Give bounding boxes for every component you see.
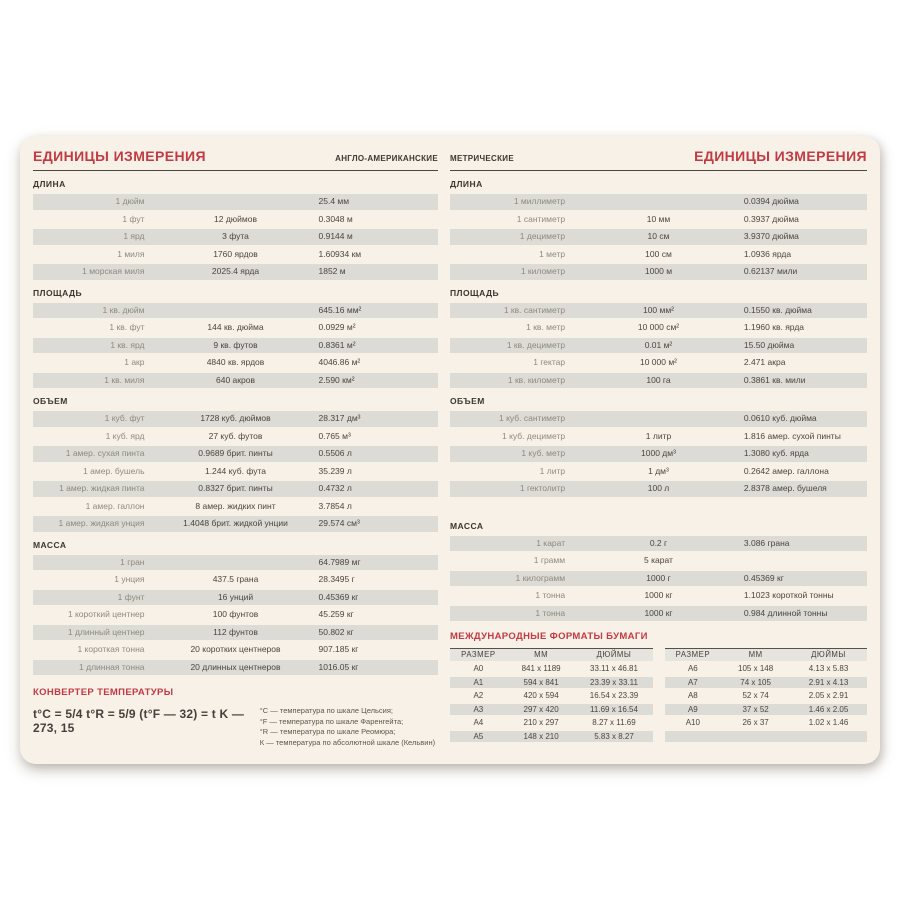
paper-inch-cell: 4.13 x 5.83 [808, 664, 849, 673]
table-row [450, 355, 867, 371]
value-cell: 0.3048 м [318, 213, 353, 224]
unit-name-cell: 1 карат [536, 537, 566, 548]
relation-cell: 5 карат [644, 555, 673, 565]
value-cell: 645.16 мм² [318, 304, 362, 315]
table-row [450, 553, 867, 569]
unit-name-cell: 1 кв. фут [109, 322, 145, 332]
table-row [33, 464, 438, 480]
unit-name-cell: 1 тонна [535, 590, 566, 600]
value-cell: 50.802 кг [318, 626, 354, 637]
paper-table-row [450, 731, 653, 743]
table-row [450, 373, 867, 389]
paper-table-row [665, 677, 868, 689]
paper-table-row [665, 690, 868, 702]
table-row [450, 212, 867, 228]
relation-cell: 4840 кв. ярдов [206, 357, 265, 367]
page-title-left: ЕДИНИЦЫ ИЗМЕРЕНИЯ [33, 148, 206, 164]
paper-size-cell: A3 [473, 704, 484, 714]
section-mass-anglo [33, 540, 438, 676]
paper-table-row [665, 731, 868, 743]
paper-table-row [450, 704, 653, 716]
unit-name-cell: 1 амер. жидкая пинта [59, 483, 145, 493]
unit-name-cell: 1 куб. дециметр [502, 430, 566, 441]
paper-table-row [450, 690, 653, 702]
unit-name-cell: 1 куб. сантиметр [499, 413, 566, 423]
table-row [450, 481, 867, 497]
relation-cell: 16 унций [217, 591, 254, 602]
paper-formats-table-a6-a10 [665, 648, 868, 744]
paper-size-cell: A6 [687, 664, 698, 673]
unit-name-cell: 1 кв. метр [526, 322, 566, 332]
paper-mm-cell: 74 x 105 [740, 677, 771, 687]
relation-cell: 27 куб. футов [208, 430, 263, 441]
unit-name-cell: 1 унция [114, 574, 145, 584]
paper-inch-cell: 16.54 x 23.39 [589, 691, 639, 700]
section-heading: ОБЪЕМ [450, 396, 485, 406]
section-heading: ПЛОЩАДЬ [33, 287, 83, 298]
temperature-note: °F — температура по шкале Фаренгейта; [259, 716, 404, 726]
unit-name-cell: 1 амер. жидкая унция [58, 518, 145, 528]
unit-name-cell: 1 короткий центнер [67, 609, 145, 619]
paper-formats-heading: МЕЖДУНАРОДНЫЕ ФОРМАТЫ БУМАГИ [450, 631, 648, 642]
unit-name-cell: 1 длинная тонна [79, 661, 145, 672]
relation-cell: 1 дм³ [648, 465, 669, 476]
paper-mm-cell: 841 x 1189 [521, 664, 561, 673]
unit-name-cell: 1 куб. фут [104, 413, 145, 423]
paper-header-cell: ММ [748, 650, 763, 660]
table-row [450, 411, 867, 427]
paper-size-cell: A7 [687, 677, 698, 687]
value-cell: 4046.86 м² [318, 357, 361, 367]
table-row [450, 229, 867, 245]
column-header-left [33, 148, 438, 171]
units-table-volume-anglo [33, 411, 438, 532]
unit-name-cell: 1 амер. сухая пинта [65, 448, 145, 458]
relation-cell: 1000 м [644, 266, 673, 276]
relation-cell: 144 кв. дюйма [207, 322, 264, 332]
unit-name-cell: 1 морская миля [82, 266, 145, 276]
section-length-anglo [33, 179, 438, 280]
relation-cell: 1000 дм³ [641, 448, 676, 458]
value-cell: 0.0394 дюйма [743, 196, 799, 206]
table-row [450, 194, 867, 210]
unit-name-cell: 1 миллиметр [513, 196, 566, 206]
table-row [33, 411, 438, 427]
section-heading: ПЛОЩАДЬ [450, 287, 500, 298]
unit-name-cell: 1 кв. километр [507, 374, 566, 385]
relation-cell: 640 акров [216, 374, 255, 385]
table-row [450, 338, 867, 354]
value-cell: 0.45369 кг [318, 591, 359, 602]
paper-mm-cell: 210 x 297 [523, 718, 559, 727]
paper-header-cell: РАЗМЕР [461, 650, 496, 660]
section-heading: МАССА [33, 539, 67, 550]
value-cell: 1.3080 куб. ярда [743, 448, 809, 458]
table-row [33, 264, 438, 280]
table-row [33, 338, 438, 354]
table-row [450, 303, 867, 319]
table-row [33, 229, 438, 245]
value-cell: 0.9144 м [318, 231, 353, 241]
temperature-note: °C — температура по шкале Цельсия; [259, 706, 393, 715]
paper-inch-cell: 2.05 x 2.91 [808, 691, 849, 700]
relation-cell: 20 длинных центнеров [190, 661, 281, 672]
value-cell: 0.3861 кв. мили [743, 374, 806, 385]
section-heading: ДЛИНА [450, 179, 483, 189]
relation-cell: 100 л [647, 483, 670, 493]
relation-cell: 100 мм² [642, 304, 675, 315]
units-table-mass-metric [450, 536, 867, 622]
relation-cell: 2025.4 ярда [211, 266, 260, 276]
value-cell: 0.1550 кв. дюйма [743, 304, 812, 315]
paper-header-cell: ДЮЙМЫ [596, 650, 632, 660]
paper-inch-cell: 2.91 x 4.13 [808, 677, 849, 687]
units-system-label-right: МЕТРИЧЕСКИЕ [450, 154, 514, 163]
units-system-label-left: АНГЛО-АМЕРИКАНСКИЕ [335, 154, 438, 163]
section-heading: ОБЪЕМ [33, 396, 68, 406]
units-table-length-metric [450, 194, 867, 280]
value-cell: 3.9370 дюйма [743, 231, 799, 241]
value-cell: 28.317 дм³ [318, 413, 361, 423]
units-table-mass-anglo [33, 555, 438, 676]
unit-name-cell: 1 сантиметр [516, 213, 566, 224]
unit-name-cell: 1 грамм [533, 555, 566, 565]
section-volume-metric [450, 396, 867, 497]
value-cell: 3.086 грана [743, 537, 790, 548]
table-row [33, 355, 438, 371]
paper-formats [450, 631, 867, 744]
relation-cell: 0.9689 брит. пинты [198, 448, 273, 458]
table-row [33, 481, 438, 497]
relation-cell: 1.4048 брит. жидкой унции [183, 518, 288, 528]
value-cell: 35.239 л [318, 465, 352, 476]
units-table-length-anglo [33, 194, 438, 280]
relation-cell: 1000 кг [644, 607, 673, 618]
paper-table-row [665, 663, 868, 675]
table-row [450, 588, 867, 604]
value-cell: 0.62137 мили [743, 266, 798, 276]
value-cell: 0.8361 м² [318, 339, 356, 350]
paper-inch-cell: 23.39 x 33.11 [590, 677, 638, 687]
relation-cell: 0.01 м² [644, 339, 673, 350]
value-cell: 28.3495 г [318, 574, 355, 584]
relation-cell: 1728 куб. дюймов [200, 413, 271, 423]
unit-name-cell: 1 ярд [123, 231, 145, 241]
unit-name-cell: 1 куб. ярд [105, 430, 145, 441]
table-row [450, 536, 867, 552]
unit-name-cell: 1 короткая тонна [77, 644, 145, 654]
relation-cell: 1000 кг [644, 590, 673, 600]
relation-cell: 3 фута [222, 231, 249, 241]
relation-cell: 1760 ярдов [213, 248, 258, 259]
relation-cell: 12 дюймов [214, 213, 257, 224]
paper-header-cell: ДЮЙМЫ [811, 650, 846, 660]
temperature-note: К — температура по абсолютной шкале (Кельвин) [259, 737, 436, 747]
unit-name-cell: 1 миля [117, 248, 145, 259]
relation-cell: 100 фунтов [212, 609, 259, 619]
section-length-metric [450, 179, 867, 280]
section-area-metric [450, 288, 867, 389]
unit-name-cell: 1 килограмм [515, 572, 566, 583]
paper-inch-cell: 8.27 x 11.69 [592, 718, 636, 727]
value-cell: 25.4 мм [318, 196, 350, 206]
unit-name-cell: 1 фут [122, 213, 145, 224]
section-area-anglo [33, 288, 438, 389]
table-row [33, 590, 438, 606]
reference-page-card [20, 136, 880, 764]
paper-table-row [450, 663, 653, 675]
paper-table-row [450, 717, 653, 729]
paper-size-cell: A9 [687, 704, 698, 714]
units-table-area-metric [450, 303, 867, 389]
table-row [450, 247, 867, 263]
table-row [450, 571, 867, 587]
relation-cell: 10 000 м² [639, 357, 678, 367]
paper-mm-cell: 52 x 74 [742, 691, 769, 700]
value-cell: 0.3937 дюйма [743, 213, 799, 224]
temperature-converter [33, 687, 438, 748]
relation-cell: 8 амер. жидких пинт [195, 500, 276, 511]
paper-mm-cell: 420 x 594 [523, 691, 559, 700]
table-row [33, 572, 438, 588]
anglo-american-column [33, 148, 438, 764]
section-heading: ДЛИНА [33, 179, 66, 189]
unit-name-cell: 1 акр [124, 357, 145, 367]
table-row [450, 429, 867, 445]
relation-cell: 1.244 куб. фута [204, 465, 267, 476]
value-cell: 0.0929 м² [318, 322, 356, 332]
value-cell: 0.765 м³ [318, 430, 351, 441]
unit-name-cell: 1 дюйм [115, 196, 145, 206]
temperature-formula: t°C = 5/4 t°R = 5/9 (t°F — 32) = t K — 273, 15 [33, 707, 245, 735]
unit-name-cell: 1 кв. дециметр [506, 339, 566, 350]
value-cell: 64.7989 мг [318, 556, 361, 567]
unit-name-cell: 1 длинный центнер [67, 626, 145, 637]
table-row [33, 642, 438, 658]
paper-formats-table-a0-a5 [450, 648, 653, 744]
relation-cell: 112 фунтов [213, 626, 258, 637]
relation-cell: 9 кв. футов [213, 339, 258, 350]
relation-cell: 10 мм [646, 213, 671, 224]
relation-cell: 100 см [645, 248, 672, 259]
table-row [33, 429, 438, 445]
table-row [33, 320, 438, 336]
unit-name-cell: 1 кв. дюйм [102, 304, 145, 315]
temperature-heading: КОНВЕРТЕР ТЕМПЕРАТУРЫ [33, 687, 174, 698]
paper-inch-cell: 1.02 x 1.46 [808, 718, 849, 727]
section-volume-anglo [33, 396, 438, 532]
value-cell: 0.4732 л [318, 483, 352, 493]
table-row [33, 660, 438, 676]
value-cell: 15.50 дюйма [743, 339, 795, 350]
paper-table-header-row [665, 648, 868, 661]
paper-table-row [665, 704, 868, 716]
relation-cell: 10 000 см² [637, 322, 680, 332]
paper-mm-cell: 37 x 52 [742, 704, 769, 714]
paper-mm-cell: 26 x 37 [742, 718, 769, 727]
value-cell: 0.45369 кг [743, 572, 784, 583]
paper-size-cell: A10 [685, 718, 700, 727]
table-row [33, 555, 438, 571]
paper-mm-cell: 148 x 210 [523, 731, 559, 741]
unit-name-cell: 1 гран [120, 556, 145, 567]
value-cell: 3.7854 л [318, 500, 352, 511]
temperature-note: °R — температура по шкале Реомюра; [259, 727, 396, 736]
table-row [33, 373, 438, 389]
relation-cell: 10 см [647, 231, 670, 241]
paper-inch-cell: 33.11 x 46.81 [590, 664, 638, 673]
paper-header-cell: РАЗМЕР [675, 650, 711, 660]
paper-inch-cell: 11.69 x 16.54 [590, 704, 638, 714]
unit-name-cell: 1 кв. миля [104, 374, 145, 385]
table-row [33, 247, 438, 263]
units-table-volume-metric [450, 411, 867, 497]
paper-mm-cell: 105 x 148 [738, 664, 774, 673]
unit-name-cell: 1 километр [520, 266, 566, 276]
paper-size-cell: A2 [473, 691, 484, 700]
unit-name-cell: 1 дециметр [519, 231, 566, 241]
section-mass-metric [450, 521, 867, 622]
table-row [33, 607, 438, 623]
value-cell: 1.816 амер. сухой пинты [743, 430, 841, 441]
unit-name-cell: 1 гектар [533, 357, 566, 367]
paper-size-cell: A1 [473, 677, 484, 687]
value-cell: 0.0610 куб. дюйма [743, 413, 817, 423]
table-row [450, 264, 867, 280]
table-row [450, 320, 867, 336]
paper-table-header-row [450, 648, 653, 661]
relation-cell: 0.2 г [649, 537, 668, 548]
paper-table-row [665, 717, 868, 729]
column-header-right [450, 148, 867, 171]
table-row [450, 464, 867, 480]
relation-cell: 437.5 грана [212, 574, 259, 584]
relation-cell: 1 литр [645, 430, 672, 441]
paper-table-row [450, 677, 653, 689]
table-row [33, 625, 438, 641]
value-cell: 0.984 длинной тонны [743, 607, 828, 618]
temperature-body [33, 704, 438, 748]
paper-inch-cell: 5.83 x 8.27 [594, 731, 634, 741]
value-cell: 45.259 кг [318, 609, 354, 619]
table-row [450, 446, 867, 462]
paper-size-cell: A8 [687, 691, 698, 700]
unit-name-cell: 1 куб. метр [521, 448, 566, 458]
value-cell: 1852 м [318, 266, 346, 276]
temperature-notes [260, 704, 438, 748]
value-cell: 0.2642 амер. галлона [743, 465, 829, 476]
metric-column [450, 148, 867, 764]
relation-cell: 1000 г [646, 572, 671, 583]
value-cell: 1.1023 короткой тонны [743, 590, 834, 600]
unit-name-cell: 1 метр [539, 248, 566, 259]
paper-header-cell: ММ [534, 650, 549, 660]
table-row [33, 499, 438, 515]
paper-mm-cell: 594 x 841 [523, 677, 559, 687]
paper-inch-cell: 1.46 x 2.05 [808, 704, 849, 714]
unit-name-cell: 1 гектолитр [519, 483, 566, 493]
paper-size-cell: A0 [473, 664, 484, 673]
unit-name-cell: 1 тонна [535, 607, 566, 618]
paper-mm-cell: 297 x 420 [523, 704, 559, 714]
value-cell: 1.0936 ярда [743, 248, 792, 259]
value-cell: 1.60934 км [318, 248, 362, 259]
table-row [33, 194, 438, 210]
relation-cell: 20 коротких центнеров [190, 644, 281, 654]
units-table-area-anglo [33, 303, 438, 389]
value-cell: 2.471 акра [743, 357, 786, 367]
value-cell: 2.590 км² [318, 374, 355, 385]
paper-formats-tables [450, 648, 867, 744]
value-cell: 0.5506 л [318, 448, 352, 458]
relation-cell: 0.8327 брит. пинты [198, 483, 273, 493]
section-heading: МАССА [450, 520, 484, 531]
value-cell: 907.185 кг [318, 644, 359, 654]
relation-cell: 100 га [646, 374, 671, 385]
unit-name-cell: 1 кв. ярд [110, 339, 145, 350]
unit-name-cell: 1 фунт [117, 591, 145, 602]
paper-size-cell: A4 [473, 718, 484, 727]
paper-size-cell: A5 [473, 731, 484, 741]
table-row [33, 516, 438, 532]
value-cell: 2.8378 амер. бушеля [743, 483, 827, 493]
unit-name-cell: 1 литр [539, 465, 566, 476]
unit-name-cell: 1 кв. сантиметр [503, 304, 566, 315]
table-row [33, 303, 438, 319]
unit-name-cell: 1 амер. галлон [85, 500, 145, 511]
page-title-right: ЕДИНИЦЫ ИЗМЕРЕНИЯ [694, 148, 867, 164]
value-cell: 29.574 см³ [318, 518, 360, 528]
table-row [33, 446, 438, 462]
table-row [450, 606, 867, 622]
value-cell: 1016.05 кг [318, 661, 359, 672]
table-row [33, 212, 438, 228]
value-cell: 1.1960 кв. ярда [743, 322, 805, 332]
unit-name-cell: 1 амер. бушель [83, 465, 145, 476]
